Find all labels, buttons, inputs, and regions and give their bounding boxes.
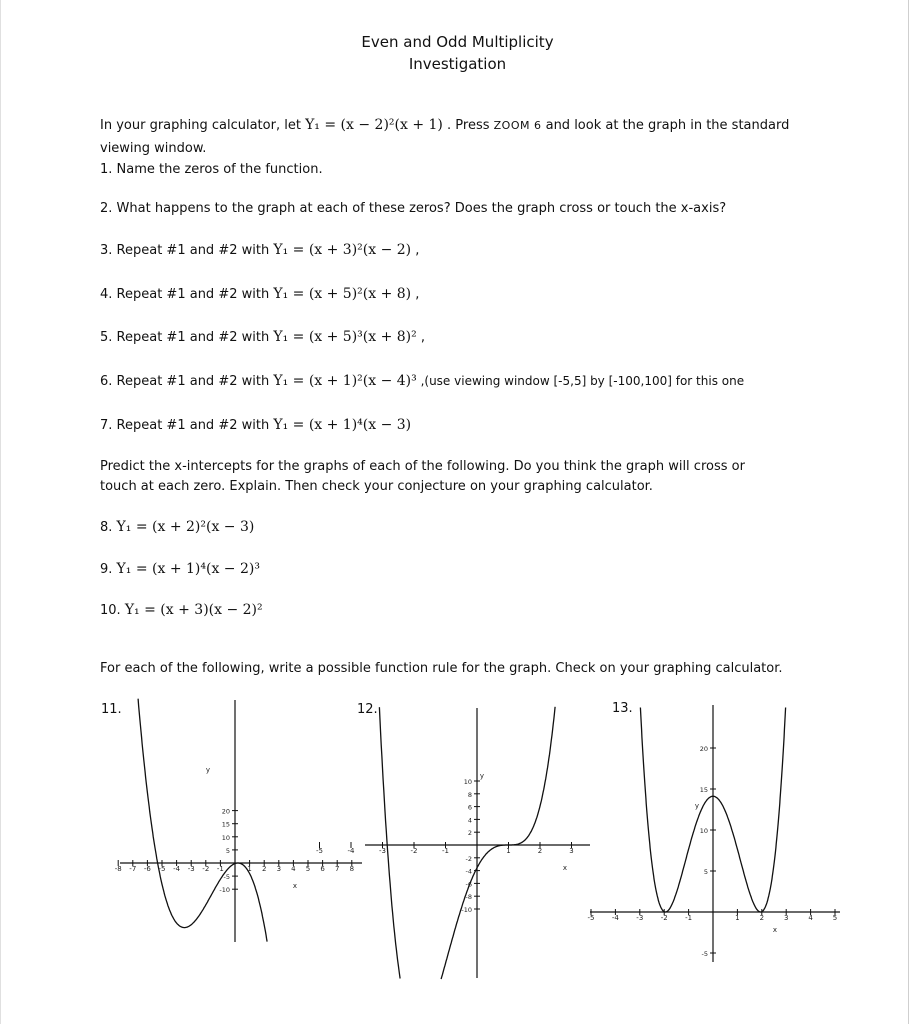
g11-xtick-label: 2 [261,865,267,873]
q7-prefix: 7. Repeat #1 and #2 with [100,418,274,433]
g13-xtick-label: 5 [832,914,838,922]
g11-ytick-label: 15 [221,820,230,829]
g12-xtick-label: -4 [347,847,355,855]
g12-xtick-label: -2 [410,847,418,855]
g13-ytick-label: 15 [699,786,708,794]
graph-11-label: 11. [101,702,122,717]
question-2: 2. What happens to the graph at each of these zeros? Does the graph cross or touch the x-axis? [100,201,727,216]
g12-xtick-label: 1 [506,847,511,855]
g11-xtick-label: -6 [143,865,151,873]
g12-ytick-label: -4 [465,867,472,876]
intro-function: Y₁ = (x − 2)²(x + 1) [305,117,443,133]
g12-xtick-label: 3 [569,847,574,855]
g13-xtick-label: 2 [759,914,765,922]
g11-x-axis-label: x [292,882,298,890]
g11-xtick-label: -8 [114,865,122,873]
g11-xtick-label: -3 [187,865,195,873]
g12-xtick-label: -5 [316,847,323,855]
g11-ytick-label: 5 [225,846,230,855]
g13-xtick-label: 3 [783,914,789,922]
q4-prefix: 4. Repeat #1 and #2 with [100,287,274,302]
g12-y-axis-label: y [479,772,485,780]
q8-function: Y₁ = (x + 2)²(x − 3) [116,519,255,535]
g12-ytick-label: 4 [467,816,472,825]
g11-xtick-label: 1 [247,865,252,873]
q3-prefix: 3. Repeat #1 and #2 with [100,243,274,258]
g11-ytick-label: 10 [221,833,230,842]
g11-y-axis-label: y [205,766,211,774]
question-1: 1. Name the zeros of the function. [100,162,323,177]
q9-prefix: 9. [100,562,117,577]
q5-suffix: , [416,330,426,345]
g13-ytick-label: 5 [703,868,708,876]
q9-function: Y₁ = (x + 1)⁴(x − 2)³ [116,561,260,577]
q10-function: Y₁ = (x + 3)(x − 2)² [124,602,263,618]
q5-function: Y₁ = (x + 5)³(x + 8)² [273,329,417,345]
g13-ytick-label: 10 [699,827,708,835]
q10-prefix: 10. [100,603,125,618]
g11-xtick-label: 5 [305,865,311,873]
title-line-2: Investigation [408,55,507,73]
g11-ytick-label: -10 [219,886,230,895]
g13-xtick-label: -1 [685,914,693,922]
g13-ytick-label: 20 [699,745,708,753]
g12-ytick-label: 6 [467,803,472,812]
predict-line-2: touch at each zero. Explain. Then check your conjecture on your graphing calculator. [100,479,653,494]
g13-y-axis-label: y [694,802,700,810]
q6-prefix: 6. Repeat #1 and #2 with [100,374,274,389]
g12-ytick-label: 2 [467,829,472,838]
q7-function: Y₁ = (x + 1)⁴(x − 3) [273,417,412,433]
g11-xtick-label: -4 [173,865,181,873]
g11-xtick-label: 8 [349,865,355,873]
title-line-1: Even and Odd Multiplicity [361,33,554,51]
g13-xtick-label: -4 [611,914,619,922]
g11-xtick-label: 3 [276,865,282,873]
g11-xtick-label: 7 [334,865,340,873]
graph-12-label: 12. [357,702,378,717]
g12-x-axis-label: x [562,864,568,872]
for-each-instruction: For each of the following, write a possible function rule for the graph. Check on your graphing calculator. [100,661,783,676]
q8-prefix: 8. [100,520,117,535]
g11-ytick-label: -5 [223,873,230,882]
q6-suffix: ,(use viewing window [-5,5] by [-100,100] for this one [416,374,745,388]
intro-key: ZOOM 6 [493,119,542,132]
g11-ytick-label: 20 [221,807,230,816]
g11-xtick-label: -1 [216,865,224,873]
intro-line-2: viewing window. [100,141,207,156]
intro-suffix: and look at the graph in the standard [541,118,790,133]
g13-xtick-label: -5 [587,914,595,922]
g12-ytick-label: -2 [465,854,472,863]
intro-middle: . Press [442,118,494,133]
g13-xtick-label: -2 [660,914,668,922]
g13-xtick-label: -3 [636,914,644,922]
q6-function: Y₁ = (x + 1)²(x − 4)³ [273,373,417,389]
g13-xtick-label: 4 [808,914,813,922]
g11-xtick-label: 4 [291,865,296,873]
g13-x-axis-label: x [772,926,778,934]
g11-xtick-label: -7 [129,865,137,873]
g12-ytick-label: 10 [463,778,472,786]
predict-line-1: Predict the x-intercepts for the graphs of each of the following. Do you think the graph will cross or [100,459,745,474]
graph-13-label: 13. [612,701,633,716]
g12-ytick-label: 8 [467,790,472,799]
q3-suffix: , [411,243,420,258]
g11-xtick-label: -5 [158,865,166,873]
g12-ytick-label: -6 [465,880,472,889]
q4-suffix: , [411,287,420,302]
g13-ytick-label: -5 [701,950,708,958]
q3-function: Y₁ = (x + 3)²(x − 2) [273,242,412,258]
g13-xtick-label: 1 [735,914,740,922]
intro-prefix: In your graphing calculator, let [100,118,306,133]
g12-xtick-label: 2 [537,847,543,855]
g12-xtick-label: -1 [442,847,449,855]
g11-xtick-label: -2 [202,865,210,873]
g11-xtick-label: 6 [320,865,325,873]
q4-function: Y₁ = (x + 5)²(x + 8) [273,286,412,302]
g12-xtick-label: -3 [379,847,386,855]
g12-ytick-label: -8 [465,893,472,902]
q5-prefix: 5. Repeat #1 and #2 with [100,330,274,345]
g12-ytick-label: -10 [461,906,472,914]
